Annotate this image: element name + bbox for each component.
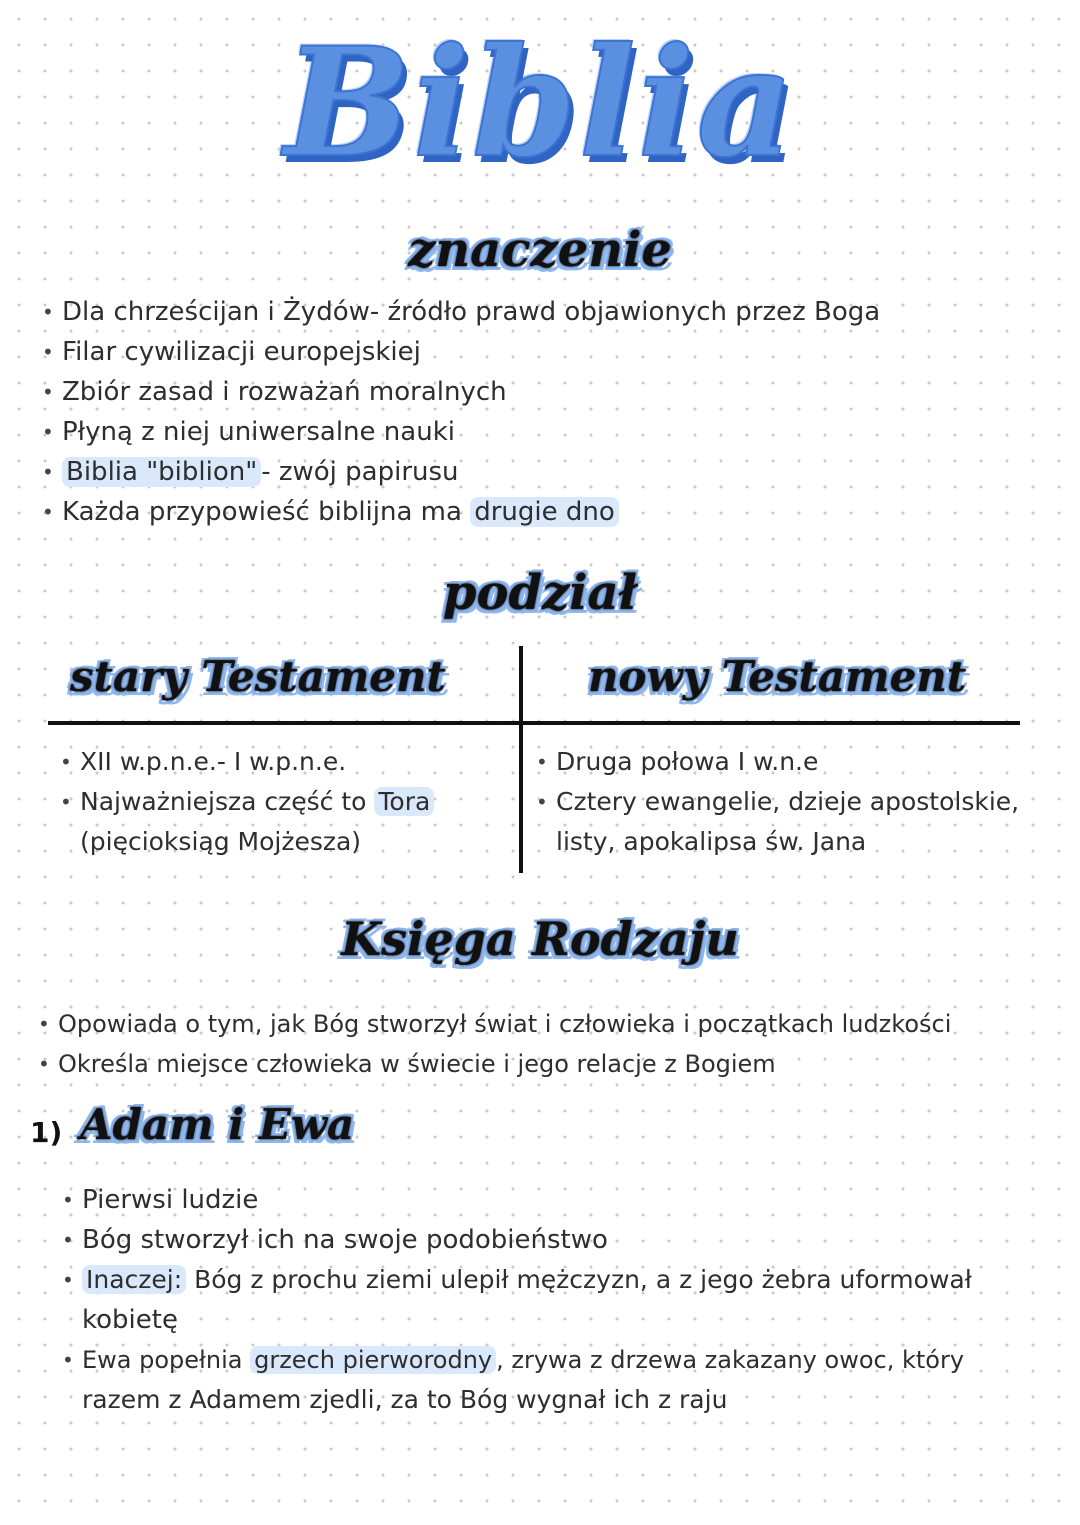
list-item: • Najważniejsza część to Tora <box>58 782 434 822</box>
list-item: • Druga połowa I w.n.e <box>534 742 1019 782</box>
table-divider-vertical <box>519 646 523 873</box>
list-item: • Dla chrześcijan i Żydów- źródło prawd objawionych przez Boga <box>40 292 880 332</box>
list-item: • XII w.p.n.e.- I w.p.n.e. <box>58 742 434 782</box>
table-divider-horizontal <box>48 721 1020 725</box>
highlight: grzech pierworodny <box>250 1346 496 1374</box>
list-item: • Filar cywilizacji europejskiej <box>40 332 880 372</box>
nowy-testament-list <box>534 742 1019 822</box>
list-item-continuation: razem z Adamem zjedli, za to Bóg wygnał ich z raju <box>82 1385 728 1414</box>
heading-stary-testament: stary Testament <box>70 652 446 701</box>
list-item: • Opowiada o tym, jak Bóg stworzył świat i człowieka i początkach ludzkości <box>36 1004 951 1044</box>
list-item: • Określa miejsce człowieka w świecie i jego relacje z Bogiem <box>36 1044 951 1084</box>
list-item: • Pierwsi ludzie <box>60 1180 972 1220</box>
highlight: Tora <box>374 787 434 816</box>
list-item: • Cztery ewangelie, dzieje apostolskie, <box>534 782 1019 822</box>
list-item: • Każda przypowieść biblijna ma drugie dno <box>40 492 880 532</box>
ksiega-list <box>36 1004 951 1084</box>
list-item: • Biblia "biblion" - zwój papirusu <box>40 452 880 492</box>
adam-list-continued <box>60 1340 964 1380</box>
list-item: • Ewa popełnia grzech pierworodny , zrywa z drzewa zakazany owoc, który <box>60 1340 964 1380</box>
section-heading-ksiega-rodzaju: Księga Rodzaju <box>341 912 739 966</box>
list-item: • Zbiór zasad i rozważań moralnych <box>40 372 880 412</box>
heading-nowy-testament: nowy Testament <box>588 652 967 701</box>
section-heading-podzial: podział <box>442 565 638 621</box>
list-item: • Bóg stworzył ich na swoje podobieństwo <box>60 1220 972 1260</box>
list-item-continuation: (pięcioksiąg Mojżesza) <box>80 827 362 856</box>
section-heading-znaczenie: znaczenie <box>408 222 672 278</box>
adam-list <box>60 1180 972 1300</box>
list-item: • Płyną z niej uniwersalne nauki <box>40 412 880 452</box>
list-item-continuation: kobietę <box>82 1305 178 1335</box>
highlight: drugie dno <box>470 497 619 527</box>
highlight: Inaczej: <box>82 1265 186 1294</box>
stary-testament-list <box>58 742 434 822</box>
znaczenie-list <box>40 292 880 532</box>
list-item-continuation: listy, apokalipsa św. Jana <box>556 827 867 856</box>
highlight: Biblia "biblion" <box>62 457 261 487</box>
section-heading-adam-i-ewa: Adam i Ewa <box>80 1100 355 1149</box>
page-title: Biblia <box>284 15 796 191</box>
section-number: 1) <box>30 1116 63 1149</box>
list-item: • Inaczej: Bóg z prochu ziemi ulepił mężczyzn, a z jego żebra uformował <box>60 1260 972 1300</box>
